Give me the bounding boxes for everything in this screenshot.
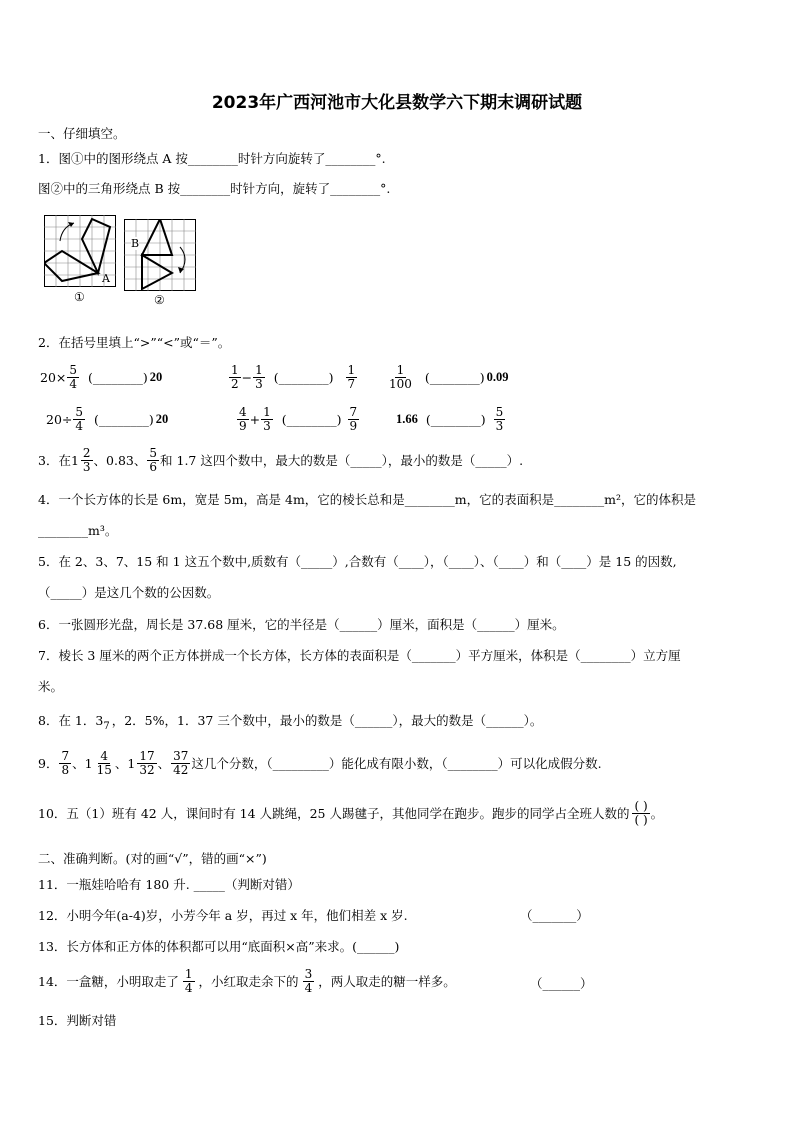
figure-2-caption: ②: [154, 293, 165, 307]
q14-blank[interactable]: （______）: [530, 976, 593, 991]
figure-2-grid: [124, 219, 196, 291]
q2-r1c2-blank[interactable]: (________): [273, 369, 334, 385]
question-3: 3．在 1 $\frac{2}{3}$ 、0.83、 $\frac{5}{6}$ 和 1.7 这四个数中，最大的数是（_____），最小的数是（_____）.: [38, 445, 524, 474]
question-15: 15．判断对错: [38, 1013, 117, 1028]
question-5a: 5．在 2、3、7、15 和 1 这五个数中,质数有（_____）,合数有（____），（____）、（____）和（____）是 15 的因数,: [38, 554, 677, 569]
q2-r1c1-blank[interactable]: (________): [88, 369, 148, 385]
question-8: 8．在 1．3 7 ，2．5%，1．37 三个数中，最小的数是（______），最大的数是（______）。: [38, 713, 543, 732]
point-a-label: A: [102, 272, 110, 285]
q2-r1c1-rhs: 20: [149, 369, 163, 384]
question-11: 11．一瓶娃哈哈有 180 升. _____（判断对错）: [38, 877, 300, 892]
question-4a: 4．一个长方体的长是 6m，宽是 5m，高是 4m，它的棱长总和是________m，它的表面积是________m²，它的体积是: [38, 492, 697, 507]
question-2-stem: 2．在括号里填上“>”“<”或“＝”。: [38, 335, 231, 350]
question-1a: 1．图①中的图形绕点 A 按________时针方向旋转了________°.: [38, 151, 386, 166]
q2-row1-col1: 20 × $\frac{5}{4}$ (________) 20: [40, 362, 163, 391]
question-7b: 米。: [38, 679, 64, 694]
question-6: 6．一张圆形光盘，周长是 37.68 厘米，它的半径是（______）厘米，面积是（______）厘米。: [38, 617, 565, 632]
figure-1-caption: ①: [74, 290, 85, 304]
q2-r2c3-blank[interactable]: (________): [425, 411, 486, 427]
question-7a: 7．棱长 3 厘米的两个正方体拼成一个长方体，长方体的表面积是（_______）平方厘米，体积是（________）立方厘: [38, 648, 681, 663]
section-2-heading: 二、准确判断。(对的画“√”，错的画“×”): [38, 851, 267, 866]
q2-row1-col2: $\frac{1}{2}$ − $\frac{1}{3}$ (________) $\frac{1}{7}$: [231, 362, 356, 391]
question-5b: （_____）是这几个数的公因数。: [38, 585, 220, 600]
point-b-label: B: [131, 237, 140, 250]
q2-r1c1-whole: 20: [40, 369, 56, 385]
question-12: 12．小明今年(a-4)岁，小芳今年 a 岁，再过 x 年，他们相差 x 岁.: [38, 908, 408, 923]
question-1b: 图②中的三角形绕点 B 按________时针方向，旋转了________°.: [38, 181, 391, 196]
question-14: 14．一盒糖，小明取走了 $\frac{1}{4}$ ，小红取走余下的 $\frac{3}{4}$ ，两人取走的糖一样多。: [38, 966, 456, 995]
question-9: 9． $\frac{7}{8}$ 、 1 $\frac{4}{15}$ 、 1 $\frac{17}{32}$ 、 $\frac{37}{42}$ 这几个分数，（_________）能化成有限小数，（________）可以化成假分数.: [38, 748, 602, 777]
question-4b: ________m³。: [38, 523, 118, 538]
question-10: 10．五（1）班有 42 人，课间时有 14 人跳绳，25 人踢毽子，其他同学在跑步。跑步的同学占全班人数的 $\frac{( )}{( )}$ 。: [38, 798, 664, 827]
q2-row1-col3: $\frac{1}{100}$ (________) 0.09: [389, 362, 509, 391]
q2-r1c1-fraction: $\frac{5}{4}$: [69, 362, 78, 391]
section-1-heading: 一、仔细填空。: [38, 126, 126, 141]
q2-r2c1-blank[interactable]: (________): [94, 411, 154, 427]
page-title: 2023年广西河池市大化县数学六下期末调研试题: [211, 93, 583, 113]
q2-row2-col2: $\frac{4}{9}$ + $\frac{1}{3}$ (________) $\frac{7}{9}$: [239, 404, 358, 433]
q2-r2c2-blank[interactable]: (________): [281, 411, 342, 427]
q2-r1c3-blank[interactable]: (________): [424, 369, 485, 385]
q2-row2-col3: 1.66 (________) $\frac{5}{3}$: [396, 404, 504, 433]
question-13: 13．长方体和正方体的体积都可以用“底面积×高”来求。(______): [38, 939, 400, 954]
q12-blank[interactable]: （_______）: [520, 908, 589, 923]
q2-row2-col1: 20 ÷ $\frac{5}{4}$ (________) 20: [46, 404, 169, 433]
